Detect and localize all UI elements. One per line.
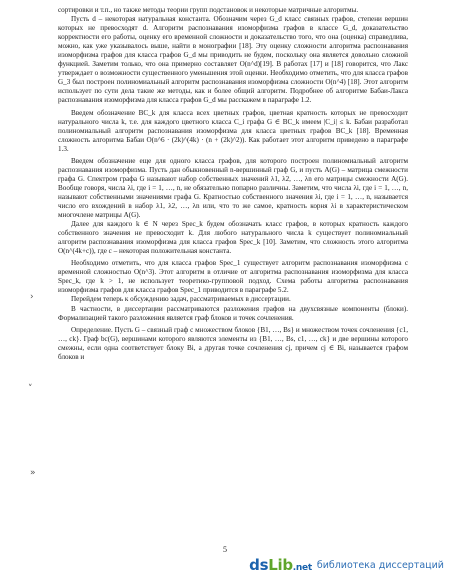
watermark-logo (249, 556, 312, 574)
watermark-logo-ru: .net (292, 563, 312, 573)
paragraph-9: Определение. Пусть G – связный граф с множеством блоков {B1, …, Bs} и множеством точек сочленения {c1, …, ck}. Граф bc(G), вершинами которого являются элементы из {B1, …, Bs, c1, …, ck} и две вершины которого смежны, если одна соответствует блоку Bi, а другая точке сочленения cj, причем cj ∈ Bi, называется графом блоков и (58, 325, 408, 361)
paragraph-3: Введем обозначение BC_k для класса всех цветных графов, цветная кратность которых не превосходит натурального числа k, т.е. для каждого цветного класса C_i графа G ∈ BC_k имеем |C_i| ≤ k. Бабаи разработал полиномиальный алгоритм распознавания изоморфизма для класса цветных графов BC_k [18]. Временная сложность алгоритма Бабаи O(n^6 · (2k)^(4k) · (n + (2k)^2)). Как работает этот алгоритм приведено в параграфе 1.3. (58, 108, 408, 153)
watermark-logo-lib: Lib (268, 556, 293, 574)
paragraph-6: Необходимо отметить, что для класса графов Spec_1 существует алгоритм распознавания изоморфизма с временной сложностью O(n^3). Этот алгоритм в отличие от алгоритма распознавания изоморфизма для класса Spec_k, где k > 1, не использует теоретико-групповой подход. Схема работы алгоритма распознавания изоморфизма графов для класса графов Spec_1 приводится в параграфе 5.2. (58, 259, 408, 295)
paragraph-4: Введем обозначение еще для одного класса графов, для которого построен полиномиальный алгоритм распознавания изоморфизма. Пусть дан обыкновенный n-вершинный граф G, и пусть A(G) – матрица смежности графа G. Спектром графа G называют набор собственных значений λ1, λ2, …, λn его матрицы смежности A(G). Вообще говоря, числа λi, где i = 1, …, n, не обязательно попарно различны. Заметим, что числа λi, где i = 1, …, n, называют собственными значениями графа G. Кратностью собственного значения λi, где i = 1, …, n, называется число его вхождений в набор λ1, λ2, …, λn или, что то же самое, кратность корня λi в характеристическом многочлене матрицы A(G). (58, 156, 408, 220)
body-text (58, 6, 408, 362)
watermark-logo-ds: ds (249, 556, 269, 574)
margin-scribble-icon: ˅ (28, 384, 33, 394)
page-number: 5 (223, 545, 227, 554)
paragraph-5: Далее для каждого k ∈ N через Spec_k будем обозначать класс графов, в которых кратность каждого собственного значения не превосходит k. Для любого натурального числа k существует полиномиальный алгоритм распознавания изоморфизма для класса графов Spec_k [10]. Заметим, что сложность этого алгоритма O(n^(4k+c)), где c – некоторая положительная константа. (58, 220, 408, 256)
watermark[interactable] (249, 554, 444, 576)
paragraph-7: Перейдем теперь к обсуждению задач, рассматриваемых в диссертации. (71, 295, 291, 304)
watermark-caption: библиотека диссертаций (316, 559, 444, 571)
paragraph-8: В частности, в диссертации рассматриваются разложения графов на двухсвязные компоненты (блоки). Формализацией такого разложения является граф блоков и точек сочленения. (58, 304, 408, 322)
paragraph-1: сортировки и т.п., но также методы теории групп подстановок и некоторые матричные алгоритмы. (58, 6, 359, 14)
margin-scribble-icon: » (30, 468, 36, 478)
margin-scribble-icon: › (30, 292, 34, 302)
paragraph-2: Пусть d – некоторая натуральная константа. Обозначим через G_d класс связных графов, степени вершин которых не превосходят d. Алгоритм распознавания изоморфизма графов в классе G_d, доказательство корректности его работы, оценку его временной сложности и доказательство того, что она (оценка) справедлива, можно, как уже указывалось выше, найти в монографии [18]. Эту оценку сложности алгоритма распознавания изоморфизма графов для класса графов G_d мы приводить не будем, поскольку она является довольно сложной функцией. Заметим только, что она примерно составляет O(n^d)[19]. В работах [17] и [18] говорится, что Лакс утверждает о возможности существенного уменьшения этой оценки. Необходимо отметить, что для класса графов G_3 был построен полиномиальный алгоритм распознавания изоморфизма сложности O(n^4) [18]. Этот алгоритм использует по сути дела такие же методы, как и более общий алгоритм. Подробнее об алгоритме Бабаи-Лакса распознавания изоморфизма для класса графов G_d мы расскажем в параграфе 1.2. (58, 15, 408, 105)
